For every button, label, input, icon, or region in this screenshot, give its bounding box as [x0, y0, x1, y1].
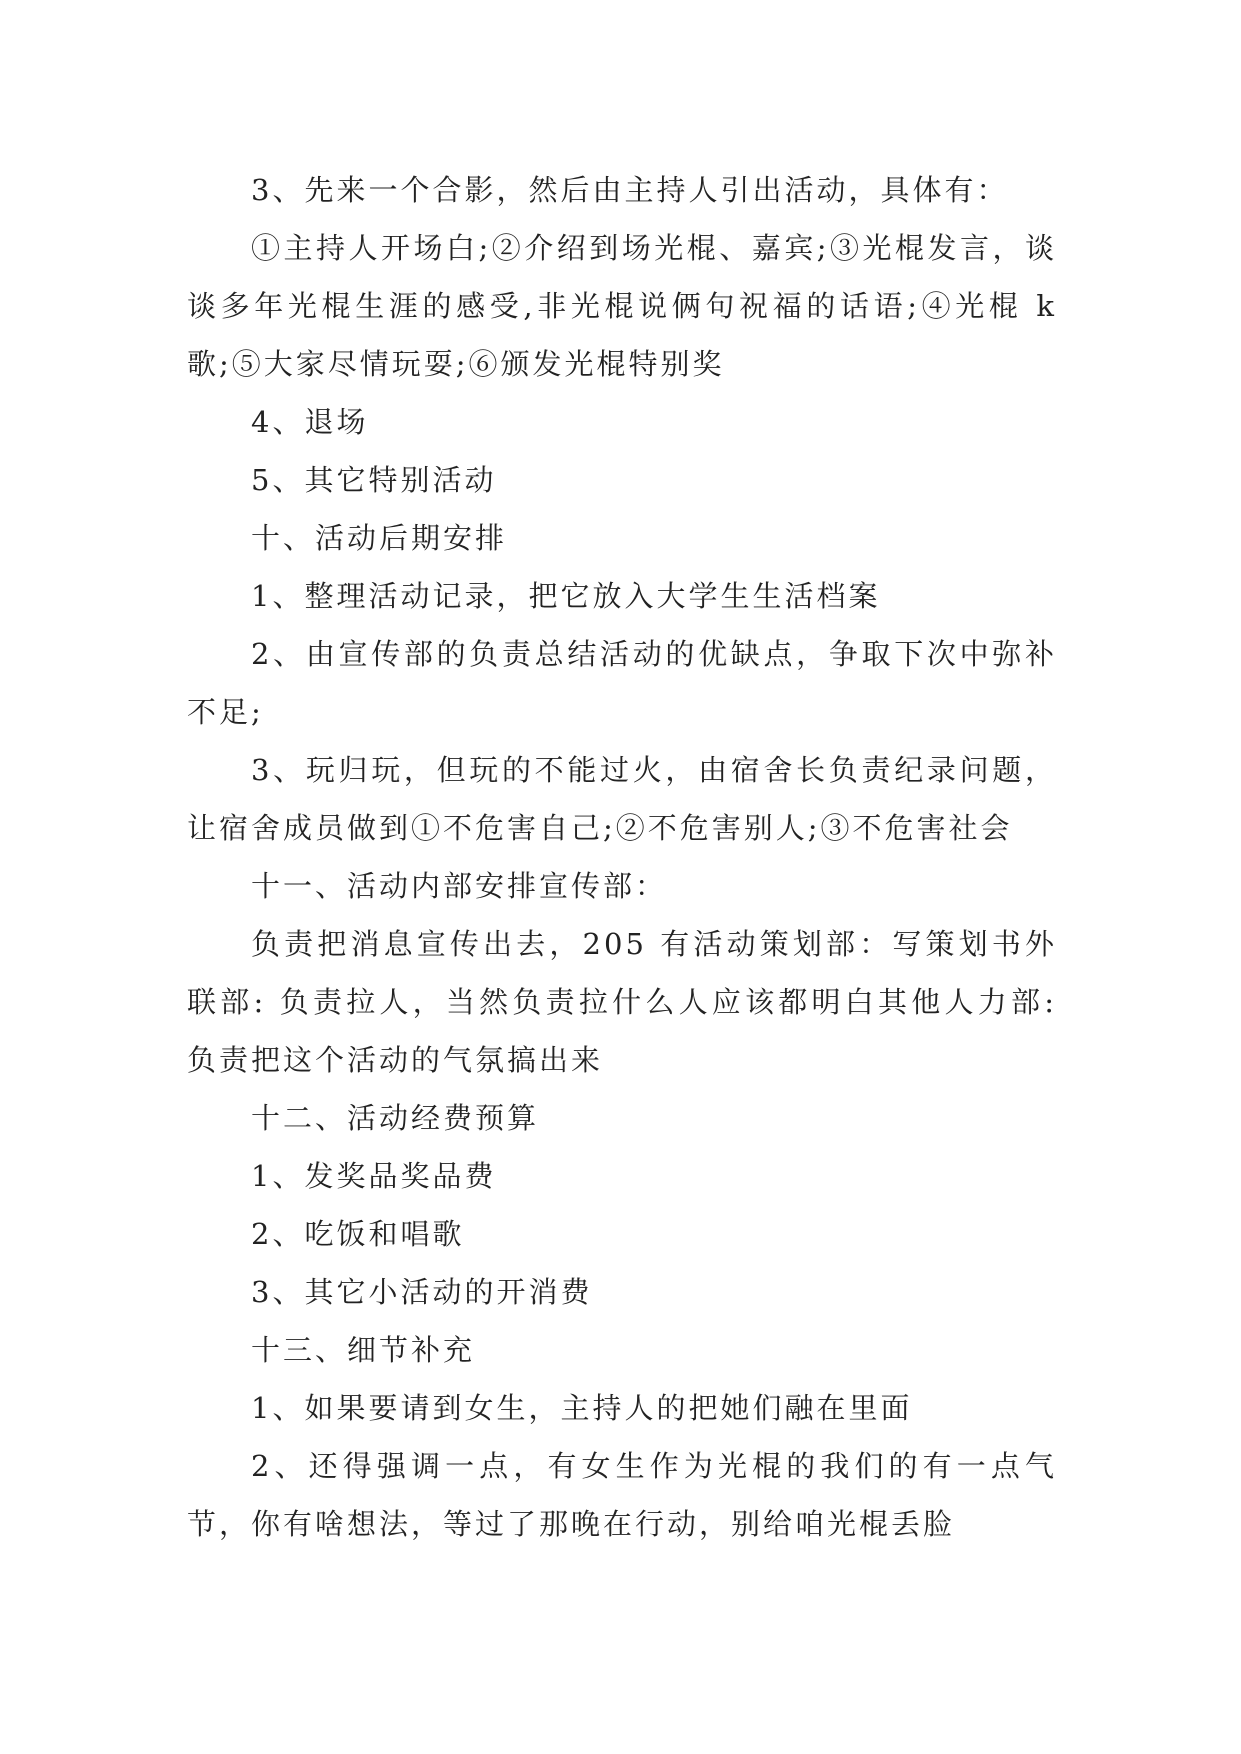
- document-page: [187, 161, 1057, 1553]
- paragraph-13-item-2: 2、还得强调一点，有女生作为光棍的我们的有一点气节，你有啥想法，等过了那晚在行动，别给咱光棍丢脸: [187, 1449, 1057, 1541]
- paragraph-step-5-other: 5、其它特别活动: [251, 463, 497, 497]
- paragraph-10-item-1: 1、整理活动记录，把它放入大学生生活档案: [251, 579, 881, 613]
- section-heading-11: 十一、活动内部安排宣传部：: [251, 869, 668, 903]
- paragraph-12-item-1: 1、发奖品奖品费: [251, 1159, 497, 1193]
- paragraph-activity-list: ①主持人开场白;②介绍到场光棍、嘉宾;③光棍发言，谈谈多年光棍生涯的感受,非光棍说俩句祝福的话语;④光棍 k 歌;⑤大家尽情玩耍;⑥颁发光棍特别奖: [187, 231, 1057, 381]
- paragraph-10-item-3: 3、玩归玩，但玩的不能过火，由宿舍长负责纪录问题，让宿舍成员做到①不危害自己;②不危害别人;③不危害社会: [187, 753, 1057, 845]
- paragraph-11-body: 负责把消息宣传出去，205 有活动策划部：写策划书外联部: 负责拉人，当然负责拉什么人应该都明白其他人力部: 负责把这个活动的气氛搞出来: [187, 927, 1057, 1077]
- section-heading-13: 十三、细节补充: [251, 1333, 476, 1367]
- paragraph-12-item-3: 3、其它小活动的开消费: [251, 1275, 593, 1309]
- section-heading-12: 十二、活动经费预算: [251, 1101, 540, 1135]
- paragraph-10-item-2: 2、由宣传部的负责总结活动的优缺点，争取下次中弥补不足;: [187, 637, 1057, 729]
- paragraph-12-item-2: 2、吃饭和唱歌: [251, 1217, 465, 1251]
- paragraph-step-3-group-photo: 3、先来一个合影，然后由主持人引出活动，具体有：: [251, 173, 1009, 207]
- paragraph-step-4-exit: 4、退场: [251, 405, 369, 439]
- section-heading-10: 十、活动后期安排: [251, 521, 508, 555]
- paragraph-13-item-1: 1、如果要请到女生，主持人的把她们融在里面: [251, 1391, 913, 1425]
